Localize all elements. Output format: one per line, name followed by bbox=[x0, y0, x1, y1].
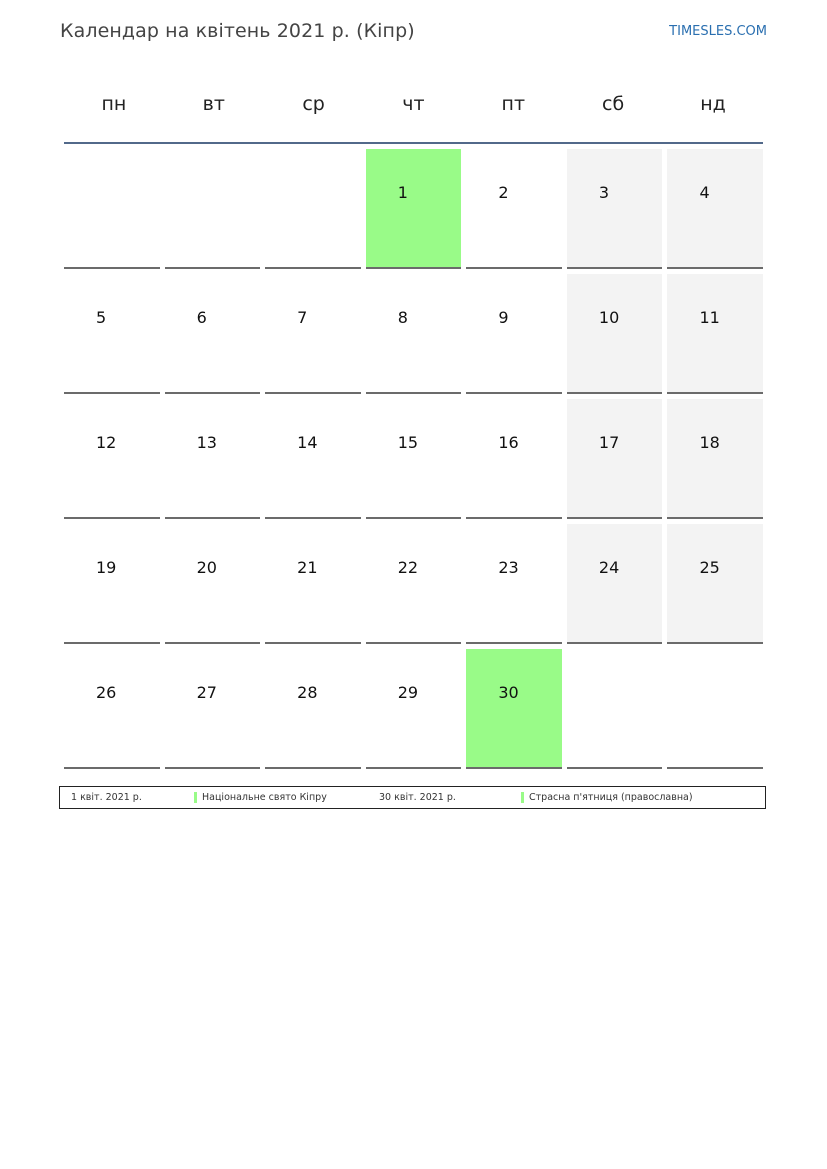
day-number: 10 bbox=[598, 308, 620, 327]
day-cell bbox=[64, 149, 160, 269]
legend-holiday-name: Національне свято Кіпру bbox=[202, 792, 327, 803]
day-cell bbox=[64, 399, 160, 519]
weekday-label: пт bbox=[501, 93, 526, 115]
week-row bbox=[64, 399, 763, 524]
legend-holiday-name: Страсна п'ятниця (православна) bbox=[529, 792, 693, 803]
day-number: 29 bbox=[397, 683, 419, 702]
day-number: 13 bbox=[196, 433, 217, 452]
day-cell bbox=[165, 149, 261, 269]
day-number: 14 bbox=[297, 433, 318, 452]
day-cell bbox=[265, 399, 361, 519]
day-number: 7 bbox=[297, 308, 308, 327]
calendar-grid bbox=[64, 80, 763, 774]
day-cell bbox=[265, 649, 361, 769]
day-cell bbox=[667, 274, 763, 394]
holiday-legend bbox=[59, 786, 766, 809]
day-number: 2 bbox=[498, 183, 509, 202]
weekday-header bbox=[64, 80, 763, 144]
day-number: 21 bbox=[297, 558, 318, 577]
day-number: 16 bbox=[498, 433, 519, 452]
day-cell bbox=[366, 274, 462, 394]
day-number: 25 bbox=[699, 558, 720, 577]
day-cell bbox=[567, 524, 663, 644]
day-cell bbox=[165, 524, 261, 644]
day-cell bbox=[366, 399, 462, 519]
day-cell bbox=[64, 524, 160, 644]
day-cell bbox=[64, 274, 160, 394]
day-number: 4 bbox=[699, 183, 710, 202]
day-cell bbox=[466, 524, 562, 644]
day-cell bbox=[265, 149, 361, 269]
week-row bbox=[64, 524, 763, 649]
day-cell bbox=[667, 149, 763, 269]
weekday-label: чт bbox=[402, 93, 425, 115]
day-cell bbox=[64, 649, 160, 769]
day-cell bbox=[567, 149, 663, 269]
week-row bbox=[64, 649, 763, 774]
day-cell bbox=[466, 649, 562, 769]
weekday-label: ср bbox=[302, 93, 325, 115]
day-cell bbox=[567, 274, 663, 394]
day-cell bbox=[667, 399, 763, 519]
day-number: 18 bbox=[699, 433, 720, 452]
day-number: 5 bbox=[96, 308, 107, 327]
week-row bbox=[64, 274, 763, 399]
day-number: 9 bbox=[498, 308, 509, 327]
day-cell bbox=[265, 524, 361, 644]
day-number: 12 bbox=[96, 433, 117, 452]
legend-date: 1 квіт. 2021 р. bbox=[71, 792, 142, 803]
weekday-label: сб bbox=[602, 93, 625, 115]
weekday-label: пн bbox=[101, 93, 127, 115]
day-cell bbox=[165, 274, 261, 394]
page-title: Календар на квітень 2021 р. (Кіпр) bbox=[60, 20, 415, 42]
day-number: 8 bbox=[397, 308, 408, 327]
day-number: 26 bbox=[96, 683, 117, 702]
day-number: 19 bbox=[96, 558, 117, 577]
weekday-label: вт bbox=[202, 93, 225, 115]
weekday-label: нд bbox=[700, 93, 726, 115]
day-cell bbox=[466, 274, 562, 394]
day-number: 23 bbox=[498, 558, 519, 577]
day-number: 20 bbox=[196, 558, 217, 577]
day-cell bbox=[567, 649, 663, 769]
day-number: 17 bbox=[598, 433, 620, 452]
day-number: 22 bbox=[397, 558, 419, 577]
day-cell bbox=[667, 649, 763, 769]
day-cell bbox=[366, 524, 462, 644]
day-number: 27 bbox=[196, 683, 217, 702]
day-number: 1 bbox=[397, 183, 408, 202]
calendar-weeks bbox=[64, 149, 763, 774]
holiday-swatch bbox=[194, 792, 197, 803]
day-cell bbox=[466, 149, 562, 269]
day-cell bbox=[165, 649, 261, 769]
day-cell bbox=[165, 399, 261, 519]
day-cell bbox=[667, 524, 763, 644]
holiday-swatch bbox=[521, 792, 524, 803]
day-cell bbox=[567, 399, 663, 519]
day-number: 6 bbox=[196, 308, 207, 327]
day-number: 3 bbox=[598, 183, 610, 202]
day-number: 11 bbox=[699, 308, 720, 327]
day-cell bbox=[466, 399, 562, 519]
legend-date: 30 квіт. 2021 р. bbox=[379, 792, 456, 803]
day-cell bbox=[366, 149, 462, 269]
day-number: 28 bbox=[297, 683, 318, 702]
day-number: 30 bbox=[498, 683, 519, 702]
day-number: 24 bbox=[598, 558, 620, 577]
week-row bbox=[64, 149, 763, 274]
day-cell bbox=[265, 274, 361, 394]
day-cell bbox=[366, 649, 462, 769]
site-link[interactable]: TIMESLES.COM bbox=[669, 24, 767, 39]
day-number: 15 bbox=[397, 433, 419, 452]
